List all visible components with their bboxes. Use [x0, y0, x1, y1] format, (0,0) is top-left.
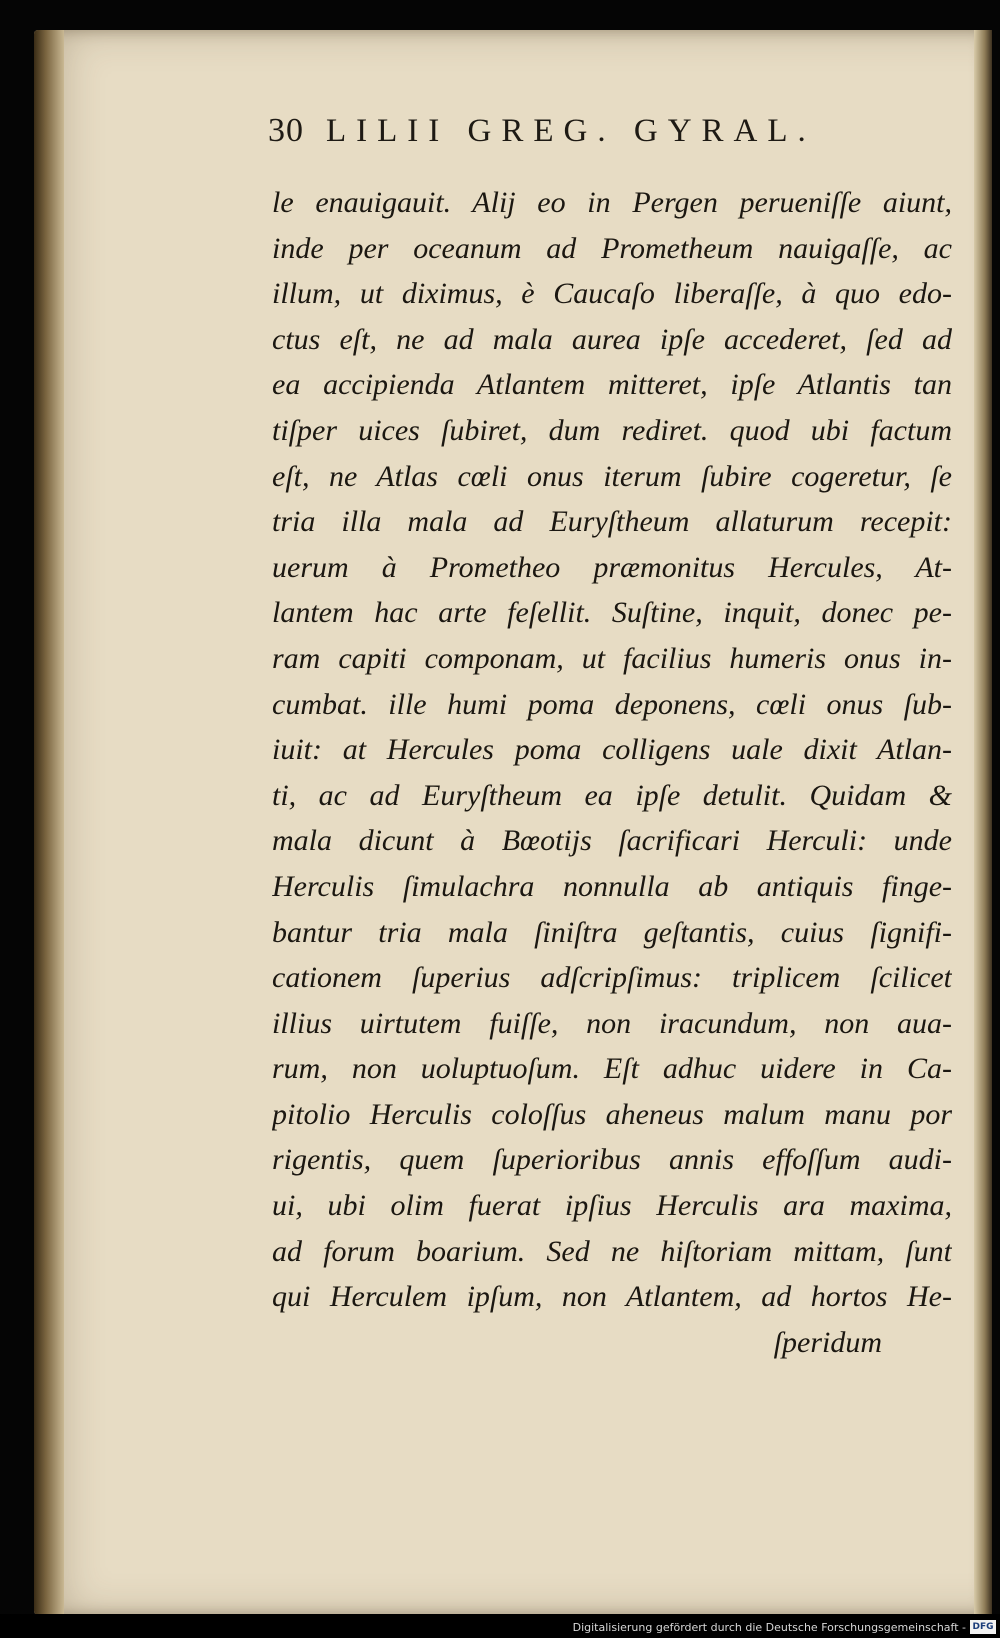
text-line: eſt, ne Atlas cœli onus iterum ſubire cogeretur, ſe	[272, 459, 952, 493]
text-line: ti, ac ad Euryſtheum ea ipſe detulit. Quidam &	[272, 778, 952, 812]
text-line: uerum à Prometheo præmonitus Hercules, At-	[272, 550, 952, 584]
fore-edge	[974, 30, 992, 1615]
text-line: illius uirtutem fuiſſe, non iracundum, non aua-	[272, 1006, 952, 1040]
book-page	[34, 30, 992, 1615]
text-line: cationem ſuperius adſcripſimus: triplicem ſcilicet	[272, 961, 952, 995]
text-line: rum, non uoluptuoſum. Eſt adhuc uidere in Ca-	[272, 1052, 952, 1086]
dfg-logo: DFG	[970, 1620, 996, 1634]
binding-edge	[34, 30, 64, 1615]
text-line: Herculis ſimulachra nonnulla ab antiquis finge-	[272, 869, 952, 903]
catchword: ſperidum	[773, 1326, 882, 1359]
text-line: tria illa mala ad Euryſtheum allaturum recepit:	[272, 505, 952, 539]
text-line: ea accipienda Atlantem mitteret, ipſe Atlantis tan	[272, 368, 952, 402]
text-line: qui Herculem ipſum, non Atlantem, ad hortos He-	[272, 1280, 952, 1314]
text-line: mala dicunt à Bœotijs ſacrificari Herculi: unde	[272, 824, 952, 858]
text-line: rigentis, quem ſuperioribus annis effoſſum audi-	[272, 1143, 952, 1177]
text-line: pitolio Herculis coloſſus aheneus malum manu por	[272, 1097, 952, 1131]
footer-credit: Digitalisierung gefördert durch die Deutsche Forschungsgemeinschaft -	[572, 1621, 966, 1634]
text-line: le enauigauit. Alij eo in Pergen perueniſſe aiunt,	[272, 186, 952, 219]
text-line: cumbat. ille humi poma deponens, cœli onus ſub-	[272, 687, 952, 721]
running-head	[268, 112, 948, 164]
footer-bar	[0, 1614, 1000, 1638]
text-line: ram capiti componam, ut facilius humeris onus in-	[272, 641, 952, 675]
text-line: illum, ut diximus, è Caucaſo liberaſſe, à quo edo-	[272, 277, 952, 311]
text-block	[272, 180, 952, 1320]
running-head-title: LILII GREG. GYRAL.	[326, 113, 816, 149]
text-line: tiſper uices ſubiret, dum rediret. quod ubi factum	[272, 413, 952, 447]
folio-number: 30	[268, 112, 304, 149]
text-line: lantem hac arte feſellit. Suſtine, inquit, donec pe-	[272, 596, 952, 630]
text-line: ctus eſt, ne ad mala aurea ipſe accederet, ſed ad	[272, 322, 952, 356]
text-line: ad forum boarium. Sed ne hiſtoriam mittam, ſunt	[272, 1234, 952, 1268]
text-line: ui, ubi olim fuerat ipſius Herculis ara maxima,	[272, 1189, 952, 1223]
text-line: iuit: at Hercules poma colligens uale dixit Atlan-	[272, 733, 952, 767]
text-line: bantur tria mala ſiniſtra geſtantis, cuius ſignifi-	[272, 915, 952, 949]
text-line: inde per oceanum ad Prometheum nauigaſſe, ac	[272, 231, 952, 265]
